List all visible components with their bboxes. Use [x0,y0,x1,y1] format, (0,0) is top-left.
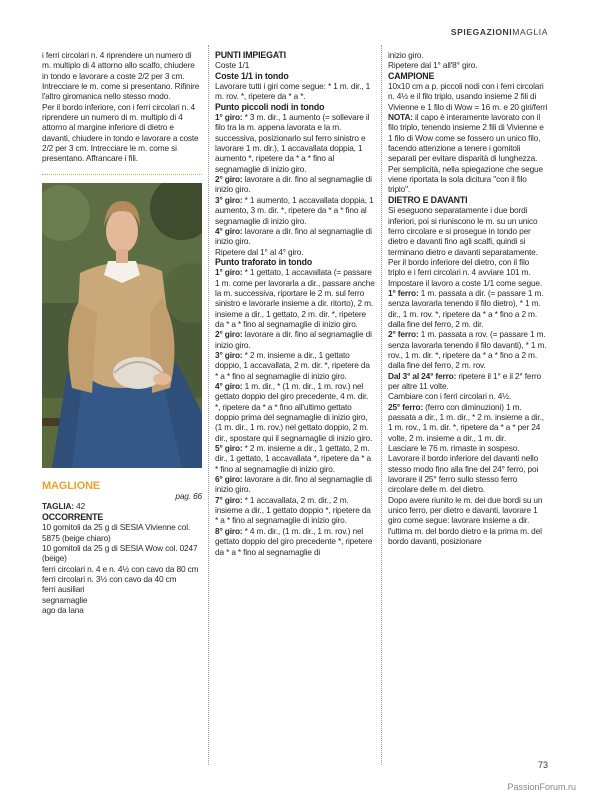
materials-item: 10 gomitoli da 25 g di SESIA Wow col. 0247 (beige) [42,542,198,564]
watermark: PassionForum.ru [507,782,576,792]
knot-stitch-title: Punto piccoli nodi in tondo [215,101,325,112]
gauge-text: 10x10 cm a p. piccoli nodi con i ferri circolari n. 4½ e il filo triplo, usando insieme 2 fili di Vivienne e 1 filo di Wow = 16 m. e 20 giri/ferri [388,81,548,112]
continuation-repeat: Ripetere dal 1° all'8° giro. [388,60,478,71]
instruction-row: 25° ferro: (ferro con diminuzioni) 1 m. passata a dir., 1 m. dir., * 2 m. insieme a dir., 1 m. rov., 1 m. dir. *, ripetere da * a * per 24 volte, 2 m. insieme a dir., 1 m. dir. [388,401,544,443]
column-3 [388,50,548,547]
back-front-title: DIETRO E DAVANTI [388,194,468,205]
rib-title: Coste 1/1 in tondo [215,70,289,81]
page-reference: pag. 66 [175,491,202,502]
col1-paragraph-2: Per il bordo inferiore, con i ferri circolari n. 4 riprendere un numero di m. multiplo di 4 attorno al margine inferiore di dietro e davanti, chiudere in tondo e lavorare a coste 2/2 per 3 cm. Intrecciare le m. come si presentano. Affrancare i fili. [42,101,199,164]
knot-round: 4° giro: lavorare a dir. fino al segnamaglie di inizio giro. [215,225,372,247]
gauge-title: CAMPIONE [388,70,435,81]
knot-round: 3° giro: * 1 aumento, 1 accavallata doppia, 1 aumento, 3 m. dir. *, ripetere da * a * fino al segnamaglie di inizio giro. [215,194,374,226]
instruction-row: 2° ferro: 1 m. passata a rov. (= passare 1 m. senza lavorarla tenendo il filo davanti), * 1 m. rov., 1 m. dir. *, ripetere da * a * fino a 2 m. dalla fine del ferro, 2 m. rov. [388,329,547,371]
instruction-paragraph: Lasciare le 76 m. rimaste in sospeso. [388,443,520,454]
materials-item: ferri ausiliari [42,584,85,595]
column-divider-2 [381,45,382,765]
stitches-title: PUNTI IMPIEGATI [215,50,286,60]
column-2 [215,50,375,557]
note: NOTA: il capo è interamente lavorato con il filo triplo, tenendo insieme 2 fili di Vivienne e 1 filo di Wow come se fossero un unico filo, facendo attenzione a tenere i gomitoli separati per evitare disparità di lunghezza. Per semplicità, nella spiegazione che segue viene riportata la sola dicitura "con il filo triplo". [388,112,544,195]
section-header: SPIEGAZIONIMAGLIA [450,27,548,37]
size-label: TAGLIA: [42,501,74,512]
instruction-row: 1° ferro: 1 m. passata a dir. (= passare 1 m. senza lavorarla tenendo il filo dietro), * 1 m. dir., 1 m. rov. *, ripetere da * a * fino a 2 m. dalla fine del ferro, 2 m. dir. [388,287,544,329]
lace-round: 4° giro: 1 m. dir., * (1 m. dir., 1 m. rov.) nel gettato doppio del giro precedente, 4 m. dir. *, ripetere da * a * fino all'ultimo gettato doppio prima del segnamaglie di inizio giro, (1 m. dir., 1 m. rov.) nel gettato doppio, 2 m. dir., spostare qui il segnamaglie di inizio giro. [215,381,373,443]
lace-round: 7° giro: * 1 accavallata, 2 m. dir., 2 m. insieme a dir., 1 gettato doppio *, ripetere da * a * fino al segnamaglie di inizio giro. [215,494,371,526]
column-divider-1 [208,45,209,765]
instruction-paragraph: Lavorare il bordo inferiore del davanti nello stesso modo fino alla fine del 24° ferro, poi lavorare il 25° ferro sullo stesso ferro circolare delle m. del dietro. [388,453,539,495]
knot-round: 1° giro: * 3 m. dir., 1 aumento (= sollevare il filo tra la m. appena lavorata e la m. successiva, posizionarlo sul ferro sinistro e lavorare 1 m. dir.), 1 accavallata doppia, 1 aumento *, ripetere da * a * fino al segnamaglie di inizio giro. [215,112,370,174]
col1-paragraph-1: i ferri circolari n. 4 riprendere un numero di m. multiplo di 4 attorno allo scalfo, chiudere in tondo e lavorare a coste 2/2 per 3 cm. Intrecciare le m. come si presentano. Rifinire l'altro giromanica nello stesso modo. [42,50,200,102]
knot-round: 2° giro: lavorare a dir. fino al segnamaglie di inizio giro. [215,174,372,195]
materials-item: 10 gomitoli da 25 g di SESIA Vivienne col. 5875 (beige chiaro) [42,522,191,543]
materials-item: ferri circolari n. 3½ con cavo da 40 cm [42,573,177,584]
materials-title: OCCORRENTE [42,511,104,522]
lace-round: 1° giro: * 1 gettato, 1 accavallata (= passare 1 m. come per lavorarla a dir., passare anche la m. successiva, riportare le 2 m. sul ferro sinistro e lavorarle insieme a dir. ritorto), 2 m. insieme a dir., 1 gettato, 2 m. dir. *, ripetere da * a * fino al segnamaglie di inizio giro. [215,267,375,329]
lace-stitch-title: Punto traforato in tondo [215,256,313,267]
instruction-row: Dal 3° al 24° ferro: ripetere il 1° e il 2° ferro per altre 11 volte. [388,370,542,391]
lace-round: 2° giro: lavorare a dir. fino al segnamaglie di inizio giro. [215,329,372,350]
pattern-title: MAGLIONE [42,479,101,492]
continuation-text: inizio giro. [388,50,424,60]
materials-item: segnamaglie [42,594,88,605]
dotted-separator [42,174,202,175]
instruction-paragraph: Cambiare con i ferri circolari n. 4½. [388,391,512,402]
instruction-paragraph: Per il bordo inferiore del dietro, con il filo triplo e i ferri circolari n. 4 avviare 101 m. Impostare il lavoro a coste 1/1 come segue. [388,256,543,288]
lace-round: 8° giro: * 4 m. dir., (1 m. dir., 1 m. rov.) nel gettato doppio del giro precedente *, ripetere da * a * fino al segnamaglie di [215,525,373,557]
materials-item: ago da lana [42,604,84,615]
size-value: 42 [76,501,86,512]
lace-round: 6° giro: lavorare a dir. fino al segnamaglie di inizio giro. [215,474,372,495]
knot-repeat: Ripetere dal 1° al 4° giro. [215,246,304,257]
model-photo [42,183,202,468]
instruction-paragraph: Si eseguono separatamente i due bordi inferiori, poi si riuniscono le m. su un unico ferro circolare e si prosegue in tondo per dietro e davanti fino agli scalfi, quindi si terminano dietro e davanti separatamente. [388,205,538,257]
instruction-paragraph: Dopo avere riunito le m. dei due bordi su un unico ferro, per dietro e davanti, lavorare 1 giro come segue: lavorare insieme a dir. l'ultima m. del bordo dietro e la prima m. del bordo davanti, posizionare [388,494,543,547]
stitches-text: Coste 1/1 [215,60,250,71]
page-number: 73 [537,760,548,770]
column-1 [42,50,202,615]
materials-item: ferri circolari n. 4 e n. 4½ con cavo da 80 cm [42,563,199,574]
rib-text: Lavorare tutti i giri come segue: * 1 m. dir., 1 m. rov. *, ripetere da * a *. [215,81,371,102]
lace-round: 5° giro: * 2 m. insieme a dir., 1 gettato, 2 m. dir., 1 gettato, 1 accavallata *, ripetere da * a * fino al segnamaglie di inizio giro. [215,443,371,474]
lace-round: 3° giro: * 2 m. insieme a dir., 1 gettato doppio, 1 accavallata, 2 m. dir. *, ripetere da * a * fino al segnamaglie di inizio giro. [215,349,370,381]
